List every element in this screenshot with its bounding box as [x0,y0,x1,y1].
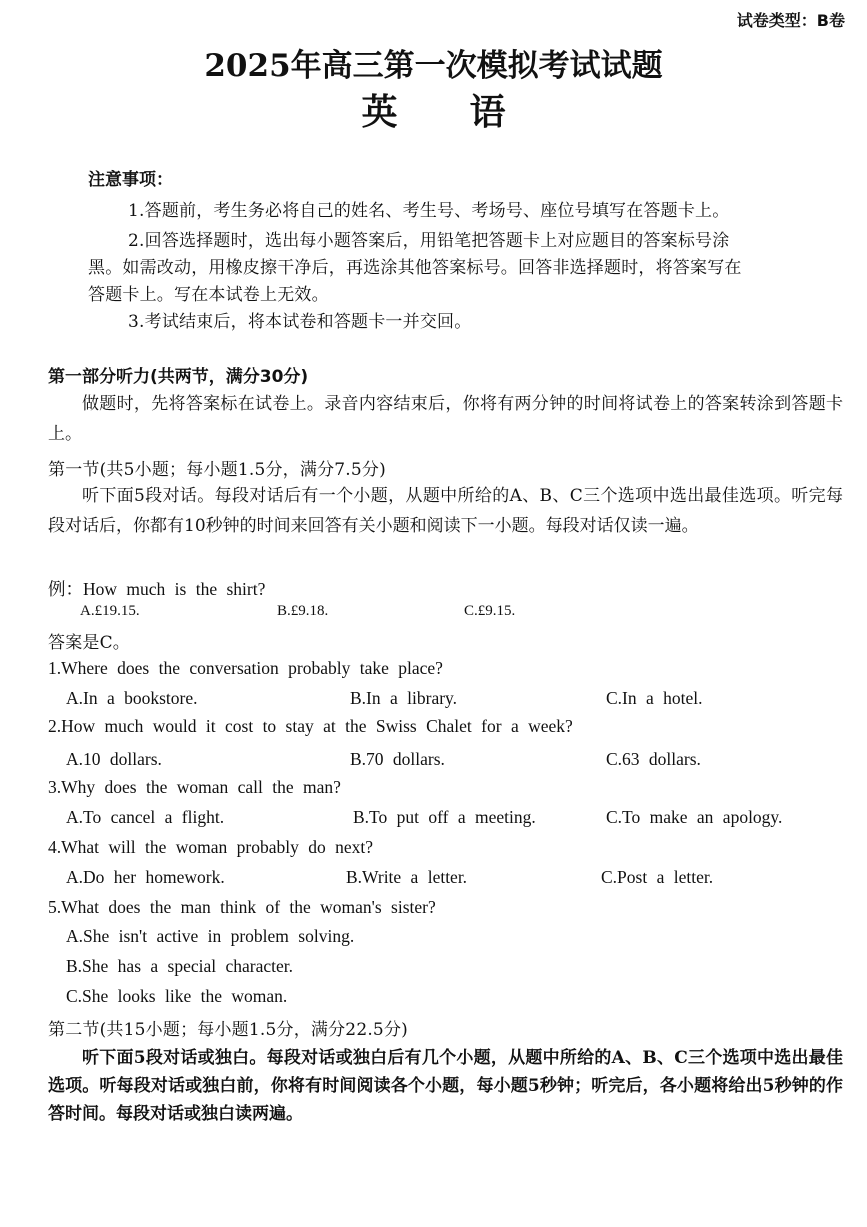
section1-intro: 听下面5段对话。每段对话后有一个小题，从题中所给的A、B、C三个选项中选出最佳选项。听完每段对话后，你都有10秒钟的时间来回答有关小题和阅读下一小题。每段对话仅读一遍。 [48,486,843,536]
part1-heading: 第一部分听力(共两节，满分30分) [48,367,309,387]
q1-option-b: B.In a library. [350,688,458,708]
question-4: 4.What will the woman probably do next? [48,837,373,857]
q5-option-a: A.She isn't active in problem solving. [66,926,355,946]
q3-option-b: B.To put off a meeting. [353,807,536,827]
example-question: 例：How much is the shirt? [48,579,266,599]
notice-heading: 注意事项： [88,170,173,190]
exam-title: 2025年高三第一次模拟考试试题 [204,48,663,84]
notice-item-2-line1: 2.回答选择题时，选出每小题答案后，用铅笔把答题卡上对应题目的答案标号涂 [128,231,730,251]
q3-option-c: C.To make an apology. [606,807,783,827]
example-option-c: C.£9.15. [464,603,516,619]
q2-option-a: A.10 dollars. [66,749,162,769]
section2-heading: 第二节(共15小题；每小题1.5分，满分22.5分) [48,1020,408,1040]
section1-heading: 第一节(共5小题；每小题1.5分，满分7.5分) [48,460,386,480]
notice-item-2-line2: 黑。如需改动，用橡皮擦干净后，再选涂其他答案标号。回答非选择题时，将答案写在 [88,258,742,278]
q4-option-c: C.Post a letter. [601,867,714,887]
subject-title: 英 语 [361,92,506,133]
question-2: 2.How much would it cost to stay at the Swiss Chalet for a week? [48,716,573,736]
q4-option-a: A.Do her homework. [66,867,225,887]
q1-option-a: A.In a bookstore. [66,688,198,708]
section2-intro: 听下面5段对话或独白。每段对话或独白后有几个小题，从题中所给的A、B、C三个选项中选出最佳选项。听每段对话或独白前，你将有时间阅读各个小题，每小题5秒钟；听完后，各小题将给出5秒钟的作答时间。每段对话或独白读两遍。 [48,1048,843,1124]
q5-option-b: B.She has a special character. [66,956,293,976]
example-option-b: B.£9.18. [277,603,329,619]
paper-type-label: 试卷类型：B卷 [736,11,845,30]
example-option-a: A.£19.15. [80,603,140,619]
q5-option-c: C.She looks like the woman. [66,986,288,1006]
q2-option-c: C.63 dollars. [606,749,701,769]
part1-intro: 做题时，先将答案标在试卷上。录音内容结束后，你将有两分钟的时间将试卷上的答案转涂到答题卡上。 [48,394,843,444]
notice-item-1: 1.答题前，考生务必将自己的姓名、考生号、考场号、座位号填写在答题卡上。 [128,201,730,221]
question-5: 5.What does the man think of the woman's sister? [48,897,436,917]
q2-option-b: B.70 dollars. [350,749,445,769]
notice-item-3: 3.考试结束后，将本试卷和答题卡一并交回。 [128,312,472,332]
notice-item-2-line3: 答题卡上。写在本试卷上无效。 [88,285,329,305]
question-3: 3.Why does the woman call the man? [48,777,341,797]
q4-option-b: B.Write a letter. [346,867,468,887]
q3-option-a: A.To cancel a flight. [66,807,225,827]
question-1: 1.Where does the conversation probably take place? [48,658,443,678]
q1-option-c: C.In a hotel. [606,688,703,708]
example-answer: 答案是C。 [48,633,131,653]
